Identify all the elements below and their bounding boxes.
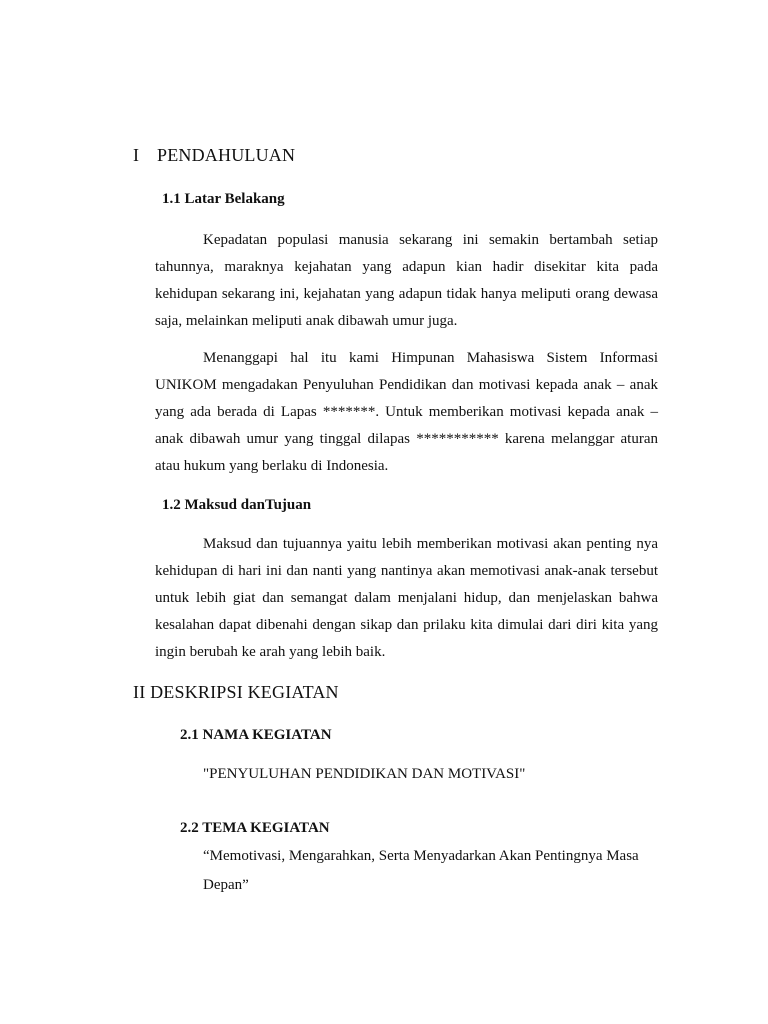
section-title: PENDAHULUAN [157, 145, 296, 165]
subsection-heading-tema-kegiatan: 2.2 TEMA KEGIATAN [180, 820, 330, 836]
paragraph-maksud-tujuan: Maksud dan tujuannya yaitu lebih memberikan motivasi akan penting nya kehidupan di hari ini dan nanti yang nantinya akan memotivasi anak-anak tersebut untuk lebih giat dan semangat dalam menjalani hidup, dan menjelaskan bahwa kesalahan dapat dibenahi dengan sikap dan prilaku kita dimulai dari diri kita yang ingin berubah ke arah yang lebih baik. [155, 536, 658, 660]
subsection-heading-nama-kegiatan: 2.1 NAMA KEGIATAN [180, 727, 332, 743]
subsection-heading-latar-belakang: 1.1 Latar Belakang [162, 191, 285, 207]
paragraph-latar-belakang-2: Menanggapi hal itu kami Himpunan Mahasiswa Sistem Informasi UNIKOM mengadakan Penyuluhan Pendidikan dan motivasi kepada anak – anak yang ada berada di Lapas *******. Untuk memberikan motivasi kepada anak – anak dibawah umur yang tinggal dilapas *********** karena melanggar aturan atau hukum yang berlaku di Indonesia. [155, 350, 658, 474]
nama-kegiatan-value: "PENYULUHAN PENDIDIKAN DAN MOTIVASI" [203, 766, 526, 782]
subsection-heading-maksud-tujuan: 1.2 Maksud danTujuan [162, 497, 312, 513]
tema-kegiatan-value: “Memotivasi, Mengarahkan, Serta Menyadarkan Akan Pentingnya Masa Depan” [203, 848, 639, 893]
section-heading-pendahuluan [133, 145, 295, 166]
section-heading-deskripsi-kegiatan: II DESKRIPSI KEGIATAN [133, 682, 339, 702]
paragraph-latar-belakang-1: Kepadatan populasi manusia sekarang ini semakin bertambah setiap tahunnya, maraknya kejahatan yang adapun kian hadir disekitar kita pada kehidupan sekarang ini, kejahatan yang adapun tidak hanya meliputi orang dewasa saja, melainkan meliputi anak dibawah umur juga. [155, 232, 658, 329]
section-number: I [133, 145, 140, 165]
